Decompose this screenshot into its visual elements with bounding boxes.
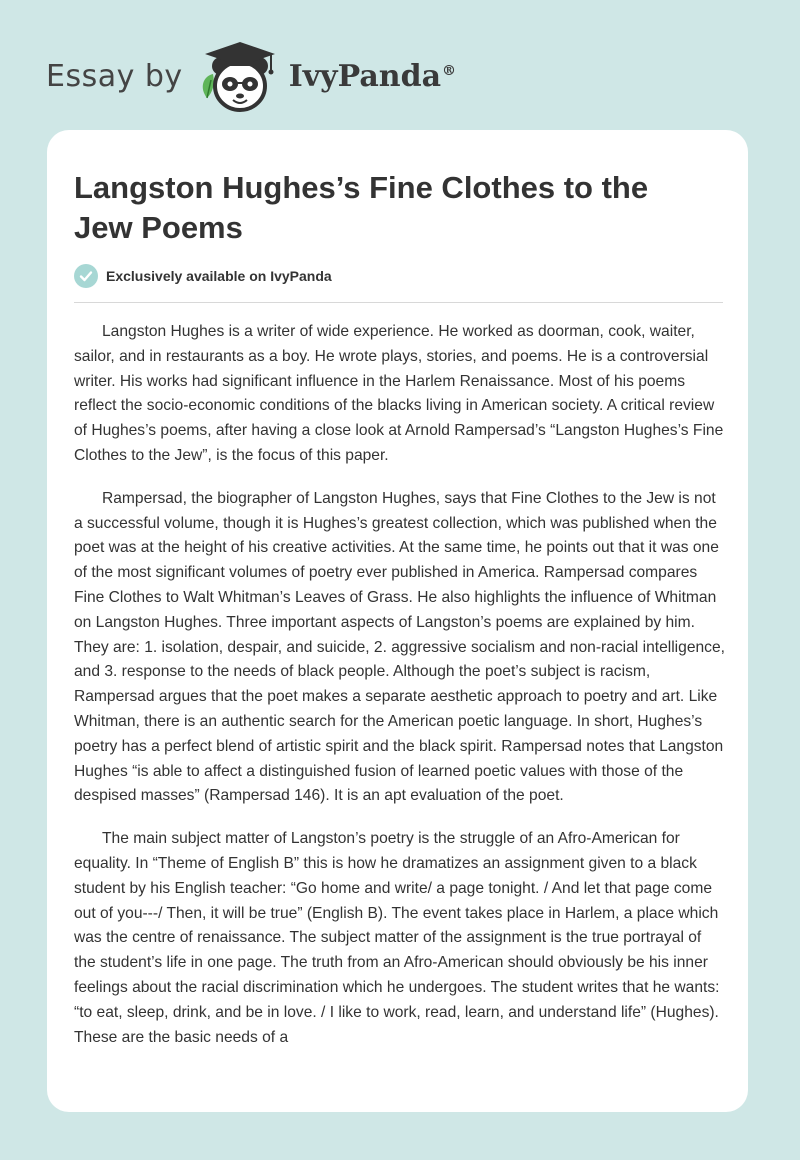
- essay-body: [74, 320, 726, 1068]
- brand-name[interactable]: [289, 59, 456, 94]
- essay-card: [47, 130, 748, 1112]
- exclusive-badge: [74, 264, 332, 288]
- essay-by-label: Essay by: [46, 58, 183, 94]
- panda-logo-icon[interactable]: [197, 36, 283, 116]
- brand-text: IvyPanda: [288, 58, 442, 94]
- exclusive-badge-text: Exclusively available on IvyPanda: [106, 268, 332, 284]
- paragraph: The main subject matter of Langston’s poetry is the struggle of an Afro-American for equality. In “Theme of English B” this is how he dramatizes an assignment given to a black student by his English teacher: “Go home and write/ a page tonight. / And let that page come out of you---/ Then, it will be true” (English B). The event takes place in Harlem, a place which was the centre of renaissance. The subject matter of the assignment is the true portrayal of the student’s life in one page. The truth from an Afro-American should obviously be his inner feelings about the racial discrimination which he undergoes. The student writes that he wants: “to eat, sleep, drink, and be in love. / I like to work, read, learn, and understand life” (Hughes). These are the basic needs of a: [74, 830, 720, 1046]
- registered-mark: ®: [442, 62, 457, 79]
- divider: [74, 302, 723, 303]
- site-header: [46, 36, 456, 116]
- paragraph: Langston Hughes is a writer of wide experience. He worked as doorman, cook, waiter, sailor, and in restaurants as a boy. He wrote plays, stories, and poems. He is a controversial writer. His works had significant influence in the Harlem Renaissance. Most of his poems reflect the socio-economic conditions of the blacks living in American society. A critical review of Hughes’s poems, after having a close look at Arnold Rampersad’s “Langston Hughes’s Fine Clothes to the Jew”, is the focus of this paper.: [74, 323, 724, 464]
- paragraph: Rampersad, the biographer of Langston Hughes, says that Fine Clothes to the Jew is not a successful volume, though it is Hughes’s greatest collection, which was published when the poet was at the height of his creative activities. At the same time, he points out that it was one of the most significant volumes of poetry ever published in America. Rampersad compares Fine Clothes to Walt Whitman’s Leaves of Grass. He also highlights the influence of Whitman on Langston Hughes. Three important aspects of Langston’s poems are explained by him. They are: 1. isolation, despair, and suicide, 2. aggressive socialism and non-racial intelligence, and 3. response to the needs of black people. Although the poet’s subject is racism, Rampersad argues that the poet makes a separate aesthetic approach to poetry and art. Like Whitman, there is an authentic search for the American poetic language. In short, Hughes’s poetry has a perfect blend of artistic spirit and the black spirit. Rampersad notes that Langston Hughes “is able to affect a distinguished fusion of learned poetic values with those of the despised masses” (Rampersad 146). It is an apt evaluation of the poet.: [74, 489, 725, 805]
- check-icon: [74, 264, 98, 288]
- page-title: Langston Hughes’s Fine Clothes to the Jew Poems: [74, 170, 649, 245]
